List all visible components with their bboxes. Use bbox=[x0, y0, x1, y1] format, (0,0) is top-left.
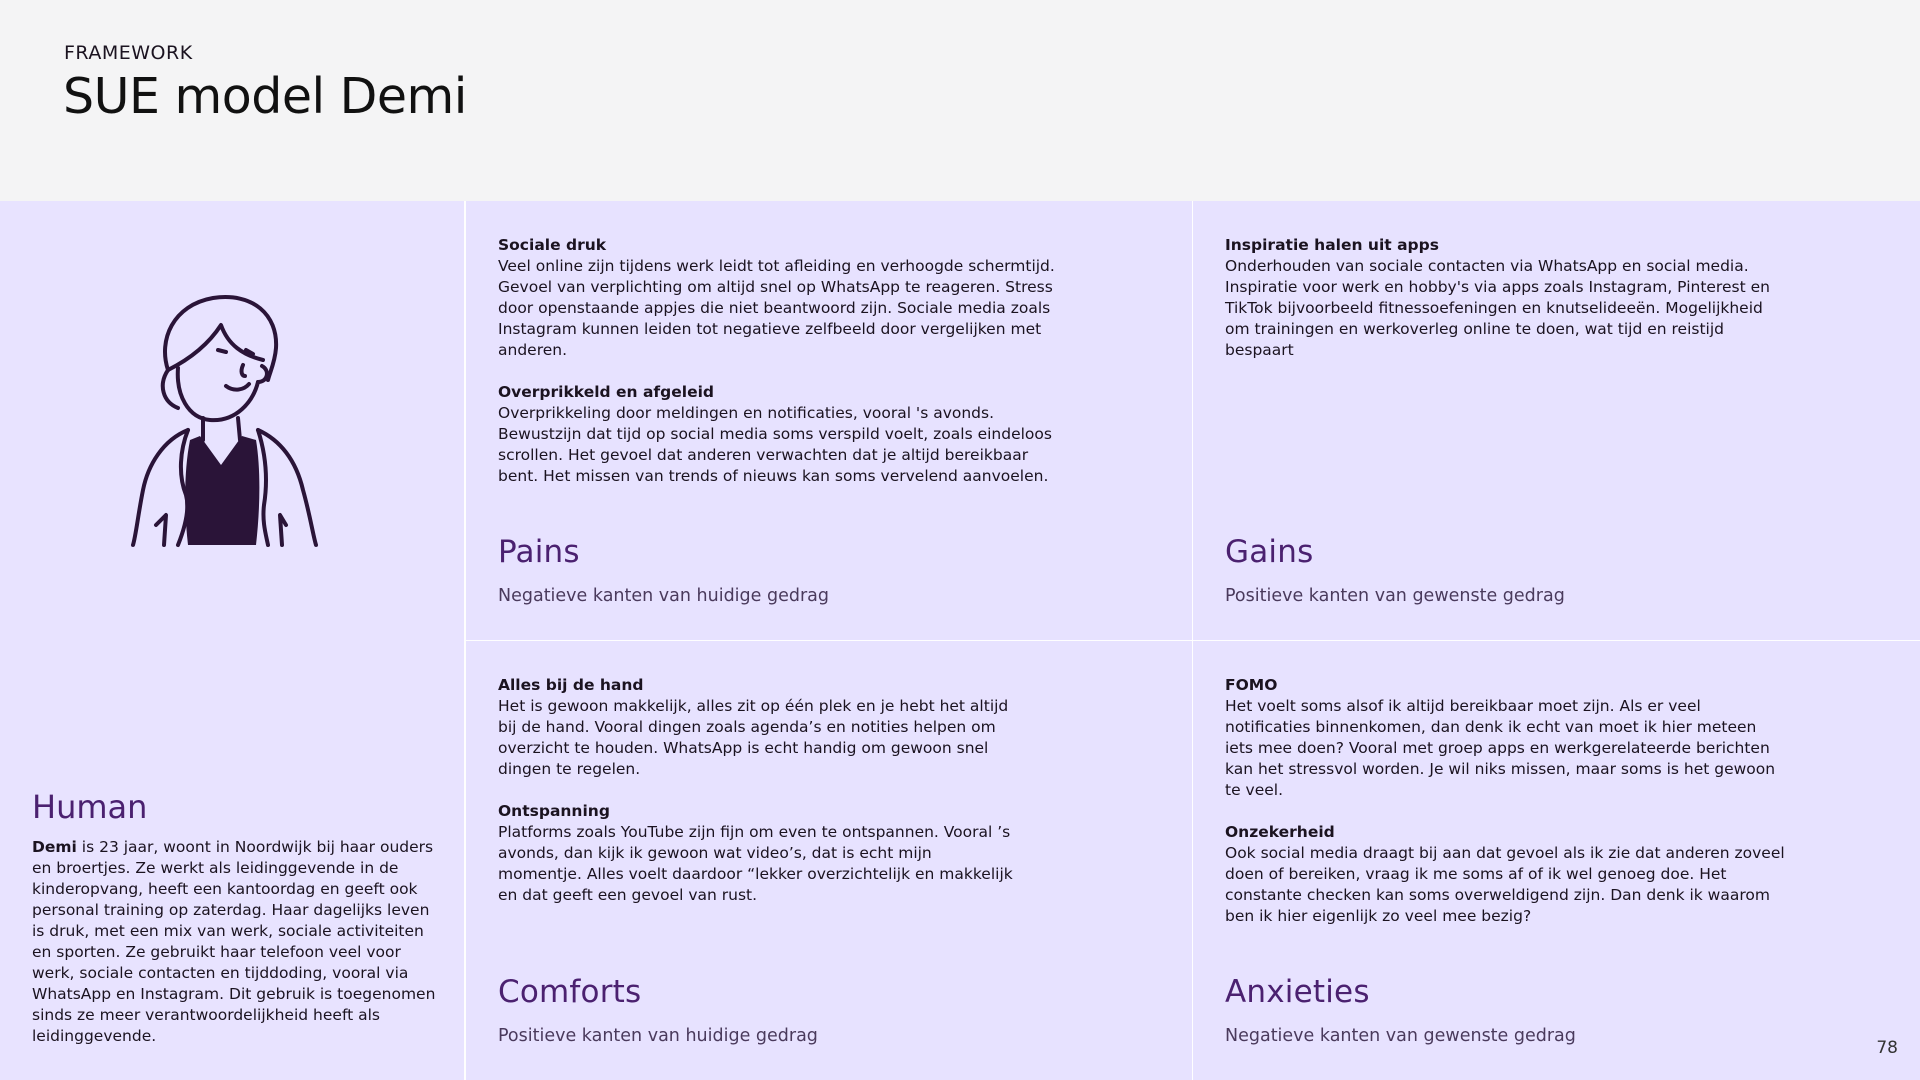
pains-entry bbox=[498, 235, 1058, 361]
anxieties-entry bbox=[1225, 675, 1785, 801]
slide-header bbox=[0, 0, 1920, 201]
human-description bbox=[32, 837, 442, 1047]
pains-quadrant bbox=[466, 201, 1192, 640]
entry-text: Het is gewoon makkelijk, alles zit op één plek en je hebt het altijd bij de hand. Vooral dingen zoals agenda’s en notities helpen om overzicht te houden. WhatsApp is echt handig om gewoon snel dingen te regelen. bbox=[498, 697, 1009, 778]
human-title: Human bbox=[32, 788, 148, 826]
entry-text: Onderhouden van sociale contacten via WhatsApp en social media. Inspiratie voor werk en hobby's via apps zoals Instagram, Pinterest en TikTok bijvoorbeeld fitnessoefeningen en knutselideeën. Mogelijkheid om trainingen en werkoverleg online te doen, wat tijd en reistijd bespaart bbox=[1225, 257, 1770, 359]
gains-subtitle: Positieve kanten van gewenste gedrag bbox=[1225, 586, 1565, 606]
gains-body bbox=[1225, 235, 1785, 382]
anxieties-entry bbox=[1225, 822, 1785, 927]
entry-heading: Inspiratie halen uit apps bbox=[1225, 236, 1439, 254]
comforts-quadrant bbox=[466, 641, 1192, 1080]
section-eyebrow: FRAMEWORK bbox=[64, 42, 193, 64]
anxieties-title: Anxieties bbox=[1225, 974, 1370, 1010]
page-number: 78 bbox=[1876, 1038, 1898, 1058]
comforts-body bbox=[498, 675, 1018, 927]
anxieties-body bbox=[1225, 675, 1785, 948]
comforts-subtitle: Positieve kanten van huidige gedrag bbox=[498, 1026, 818, 1046]
woman-avatar-icon bbox=[118, 290, 338, 550]
pains-body bbox=[498, 235, 1058, 508]
pains-title: Pains bbox=[498, 534, 580, 570]
comforts-title: Comforts bbox=[498, 974, 642, 1010]
anxieties-subtitle: Negatieve kanten van gewenste gedrag bbox=[1225, 1026, 1576, 1046]
entry-text: Ook social media draagt bij aan dat gevoel als ik zie dat anderen zoveel doen of bereiken, vraag ik me soms af of ik wel genoeg doe. Het constante checken kan soms overweldigend zijn. Dan denk ik waarom ben ik hier eigenlijk zo veel mee bezig? bbox=[1225, 844, 1785, 925]
entry-heading: Overprikkeld en afgeleid bbox=[498, 383, 714, 401]
gains-entry bbox=[1225, 235, 1785, 361]
gains-quadrant bbox=[1193, 201, 1920, 640]
human-panel bbox=[0, 201, 464, 1080]
entry-text: Veel online zijn tijdens werk leidt tot afleiding en verhoogde schermtijd. Gevoel van verplichting om altijd snel op WhatsApp te reageren. Stress door openstaande appjes die niet beantwoord zijn. Sociale media zoals Instagram kunnen leiden tot negatieve zelfbeeld door vergelijken met anderen. bbox=[498, 257, 1055, 359]
entry-heading: FOMO bbox=[1225, 676, 1278, 694]
entry-heading: Onzekerheid bbox=[1225, 823, 1335, 841]
entry-text: Het voelt soms alsof ik altijd bereikbaar moet zijn. Als er veel notificaties binnenkomen, dan denk ik echt van moet ik hier meteen iets mee doen? Vooral met groep apps en werkgerelateerde berichten kan het stressvol worden. Je wil niks missen, maar soms is het gewoon te veel. bbox=[1225, 697, 1776, 799]
human-name: Demi bbox=[32, 838, 77, 856]
entry-heading: Alles bij de hand bbox=[498, 676, 644, 694]
entry-heading: Sociale druk bbox=[498, 236, 607, 254]
human-description-text: is 23 jaar, woont in Noordwijk bij haar ouders en broertjes. Ze werkt als leidinggevende in de kinderopvang, heeft een kantoordag en geeft ook personal training op zaterdag. Haar dagelijks leven is druk, met een mix van werk, sociale activiteiten en sporten. Ze gebruikt haar telefoon veel voor werk, sociale contacten en tijddoding, vooral via WhatsApp en Instagram. Dit gebruik is toegenomen sinds ze meer verantwoordelijkheid heeft als leidinggevende. bbox=[32, 838, 436, 1045]
comforts-entry bbox=[498, 675, 1018, 780]
page-title: SUE model Demi bbox=[63, 68, 467, 125]
gains-title: Gains bbox=[1225, 534, 1314, 570]
entry-text: Platforms zoals YouTube zijn fijn om even te ontspannen. Vooral ’s avonds, dan kijk ik gewoon wat video’s, dat is echt mijn momentje. Alles voelt daardoor “lekker overzichtelijk en makkelijk en dat geeft een gevoel van rust. bbox=[498, 823, 1013, 904]
entry-heading: Ontspanning bbox=[498, 802, 610, 820]
pains-subtitle: Negatieve kanten van huidige gedrag bbox=[498, 586, 829, 606]
entry-text: Overprikkeling door meldingen en notificaties, vooral 's avonds. Bewustzijn dat tijd op social media soms verspild voelt, zoals eindeloos scrollen. Het gevoel dat anderen verwachten dat je altijd bereikbaar bent. Het missen van trends of nieuws kan soms vervelend aanvoelen. bbox=[498, 404, 1052, 485]
comforts-entry bbox=[498, 801, 1018, 906]
anxieties-quadrant bbox=[1193, 641, 1920, 1080]
pains-entry bbox=[498, 382, 1058, 487]
